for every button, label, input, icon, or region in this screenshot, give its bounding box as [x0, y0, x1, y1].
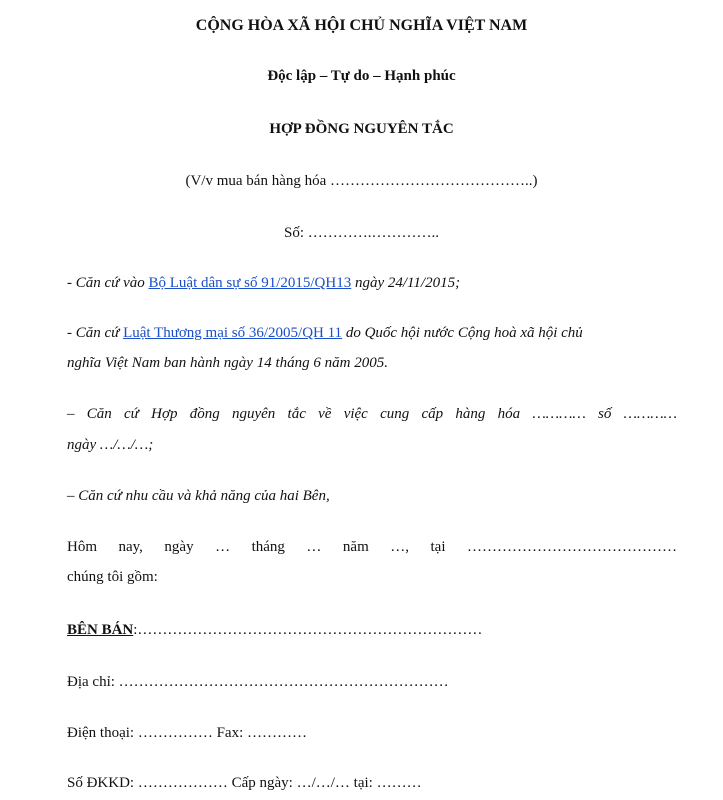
- seller-address: Địa chỉ: …………………………………………………………: [67, 674, 449, 690]
- basis-commercial-law-prefix: - Căn cứ: [67, 325, 124, 341]
- country-name-heading: CỘNG HÒA XÃ HỘI CHỦ NGHĨA VIỆT NAM: [195, 17, 528, 34]
- seller-phone-fax: Điện thoại: …………… Fax: …………: [67, 725, 307, 741]
- document-title: HỢP ĐỒNG NGUYÊN TẮC: [269, 121, 454, 137]
- seller-name-line: [67, 620, 482, 640]
- parties-intro: chúng tôi gồm:: [67, 569, 158, 585]
- basis-needs-and-capabilities: – Căn cứ nhu cầu và khả năng của hai Bên,: [67, 488, 330, 504]
- basis-commercial-law-continued: nghĩa Việt Nam ban hành ngày 14 tháng 6 năm 2005.: [67, 355, 388, 371]
- civil-code-link[interactable]: Bộ Luật dân sự số 91/2015/QH13: [148, 275, 352, 291]
- basis-framework-contract: – Căn cứ Hợp đồng nguyên tắc về việc cung cấp hàng hóa ………… số …………: [67, 406, 677, 422]
- basis-commercial-law: [67, 323, 583, 343]
- motto-heading: Độc lập – Tự do – Hạnh phúc: [267, 68, 456, 84]
- basis-civil-code-suffix: ngày 24/11/2015;: [351, 275, 461, 291]
- meeting-date-place: Hôm nay, ngày … tháng … năm …, tại ……………………………………: [67, 539, 677, 555]
- seller-label: BÊN BÁN: [67, 622, 134, 638]
- basis-civil-code-prefix: - Căn cứ vào: [67, 275, 149, 291]
- commercial-law-link[interactable]: Luật Thương mại số 36/2005/QH 11: [123, 325, 343, 341]
- contract-subject: (V/v mua bán hàng hóa …………………………………..): [185, 173, 538, 189]
- basis-civil-code: [67, 273, 460, 293]
- seller-name-blank: :……………………………………………………………: [133, 622, 483, 638]
- basis-commercial-law-suffix: do Quốc hội nước Cộng hoà xã hội chủ: [342, 325, 583, 341]
- basis-framework-contract-date: ngày …/…/…;: [67, 437, 154, 453]
- seller-business-registration: Số ĐKKD: ……………… Cấp ngày: …/…/… tại: ………: [67, 775, 422, 791]
- contract-number: Số: ………….…………..: [283, 225, 439, 241]
